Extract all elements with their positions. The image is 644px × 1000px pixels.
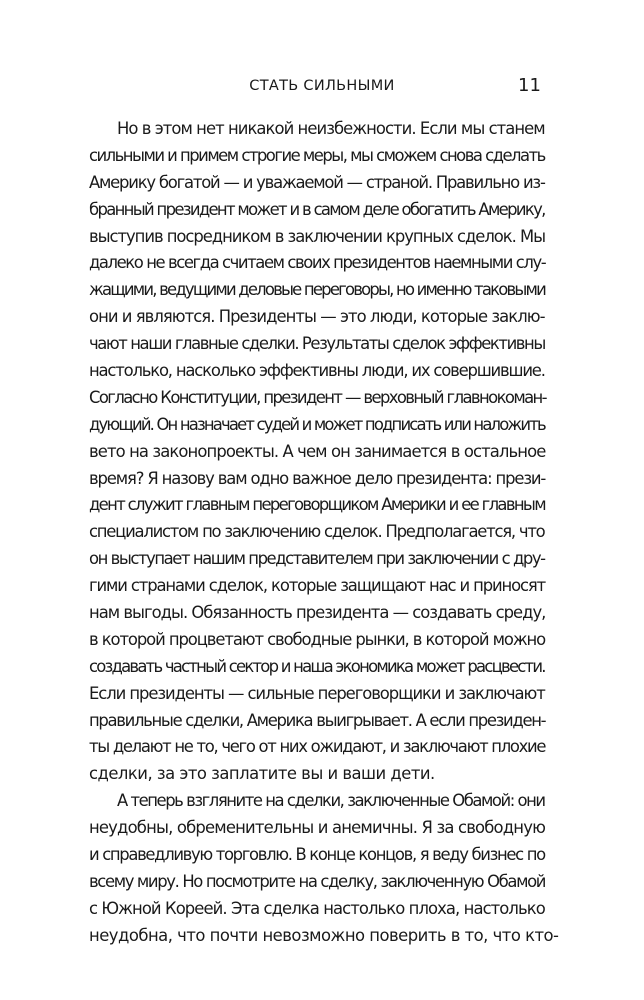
text-line: сильными и примем строгие меры, мы сможем снова сделать <box>89 145 545 165</box>
text-line: всему миру. Но посмотрите на сделку, заключенную Обамой <box>89 871 546 891</box>
text-line: сделки, за это заплатите вы и ваши дети. <box>89 764 435 784</box>
text-line: нам выгоды. Обязанность президента — создавать среду, <box>89 603 546 623</box>
text-line: он выступает нашим представителем при заключении с дру- <box>89 549 545 569</box>
text-line: Если президенты — сильные переговорщики и заключают <box>89 683 545 703</box>
text-line: дент служит главным переговорщиком Америки и ее главным <box>89 495 545 515</box>
text-line: Америку богатой — и уважаемой — страной. Правильно из- <box>89 172 545 192</box>
running-header-title: СТАТЬ СИЛЬНЫМИ <box>249 78 395 94</box>
text-line: неудобна, что почти невозможно поверить в то, что кто- <box>89 925 559 945</box>
text-line: гими странами сделок, которые защищают нас и приносят <box>89 576 546 596</box>
text-line: с Южной Кореей. Эта сделка настолько плоха, настолько <box>89 898 545 918</box>
text-line: Согласно Конституции, президент — верховный главнокоман- <box>89 387 547 407</box>
text-line: бранный президент может и в самом деле обогатить Америку, <box>89 199 545 219</box>
text-line: ты делают не то, чего от них ожидают, и заключают плохие <box>89 737 546 757</box>
text-line: далеко не всегда считаем своих президентов наемными слу- <box>89 253 546 273</box>
text-line: настолько, насколько эффективны люди, их совершившие. <box>89 361 545 381</box>
text-line: жащими, ведущими деловые переговоры, но именно таковыми <box>89 280 545 300</box>
text-line: вето на законопроекты. А чем он занимается в остальное <box>89 441 546 461</box>
text-line: создавать частный сектор и наша экономика может расцвести. <box>89 656 545 676</box>
text-line: неудобны, обременительны и анемичны. Я за свободную <box>89 818 546 838</box>
text-line: дующий. Он назначает судей и может подписать или наложить <box>89 414 545 434</box>
text-line: А теперь взгляните на сделки, заключенные Обамой: они <box>117 791 545 811</box>
text-line: они и являются. Президенты — это люди, которые заклю- <box>89 307 545 327</box>
text-line: правильные сделки, Америка выигрывает. А если президен- <box>89 710 546 730</box>
text-line: специалистом по заключению сделок. Предполагается, что <box>89 522 545 542</box>
text-line: и справедливую торговлю. В конце концов, я веду бизнес по <box>89 845 545 865</box>
text-line: чают наши главные сделки. Результаты сделок эффективны <box>89 334 545 354</box>
body-text <box>89 116 559 950</box>
text-line: время? Я назову вам одно важное дело президента: прези- <box>89 468 546 488</box>
page-number: 11 <box>518 75 541 96</box>
paragraph <box>89 116 545 788</box>
paragraph <box>89 788 559 949</box>
text-line: выступив посредником в заключении крупных сделок. Мы <box>89 226 545 246</box>
text-line: Но в этом нет никакой неизбежности. Если мы станем <box>117 119 545 138</box>
text-line: в которой процветают свободные рынки, в которой можно <box>89 629 546 649</box>
